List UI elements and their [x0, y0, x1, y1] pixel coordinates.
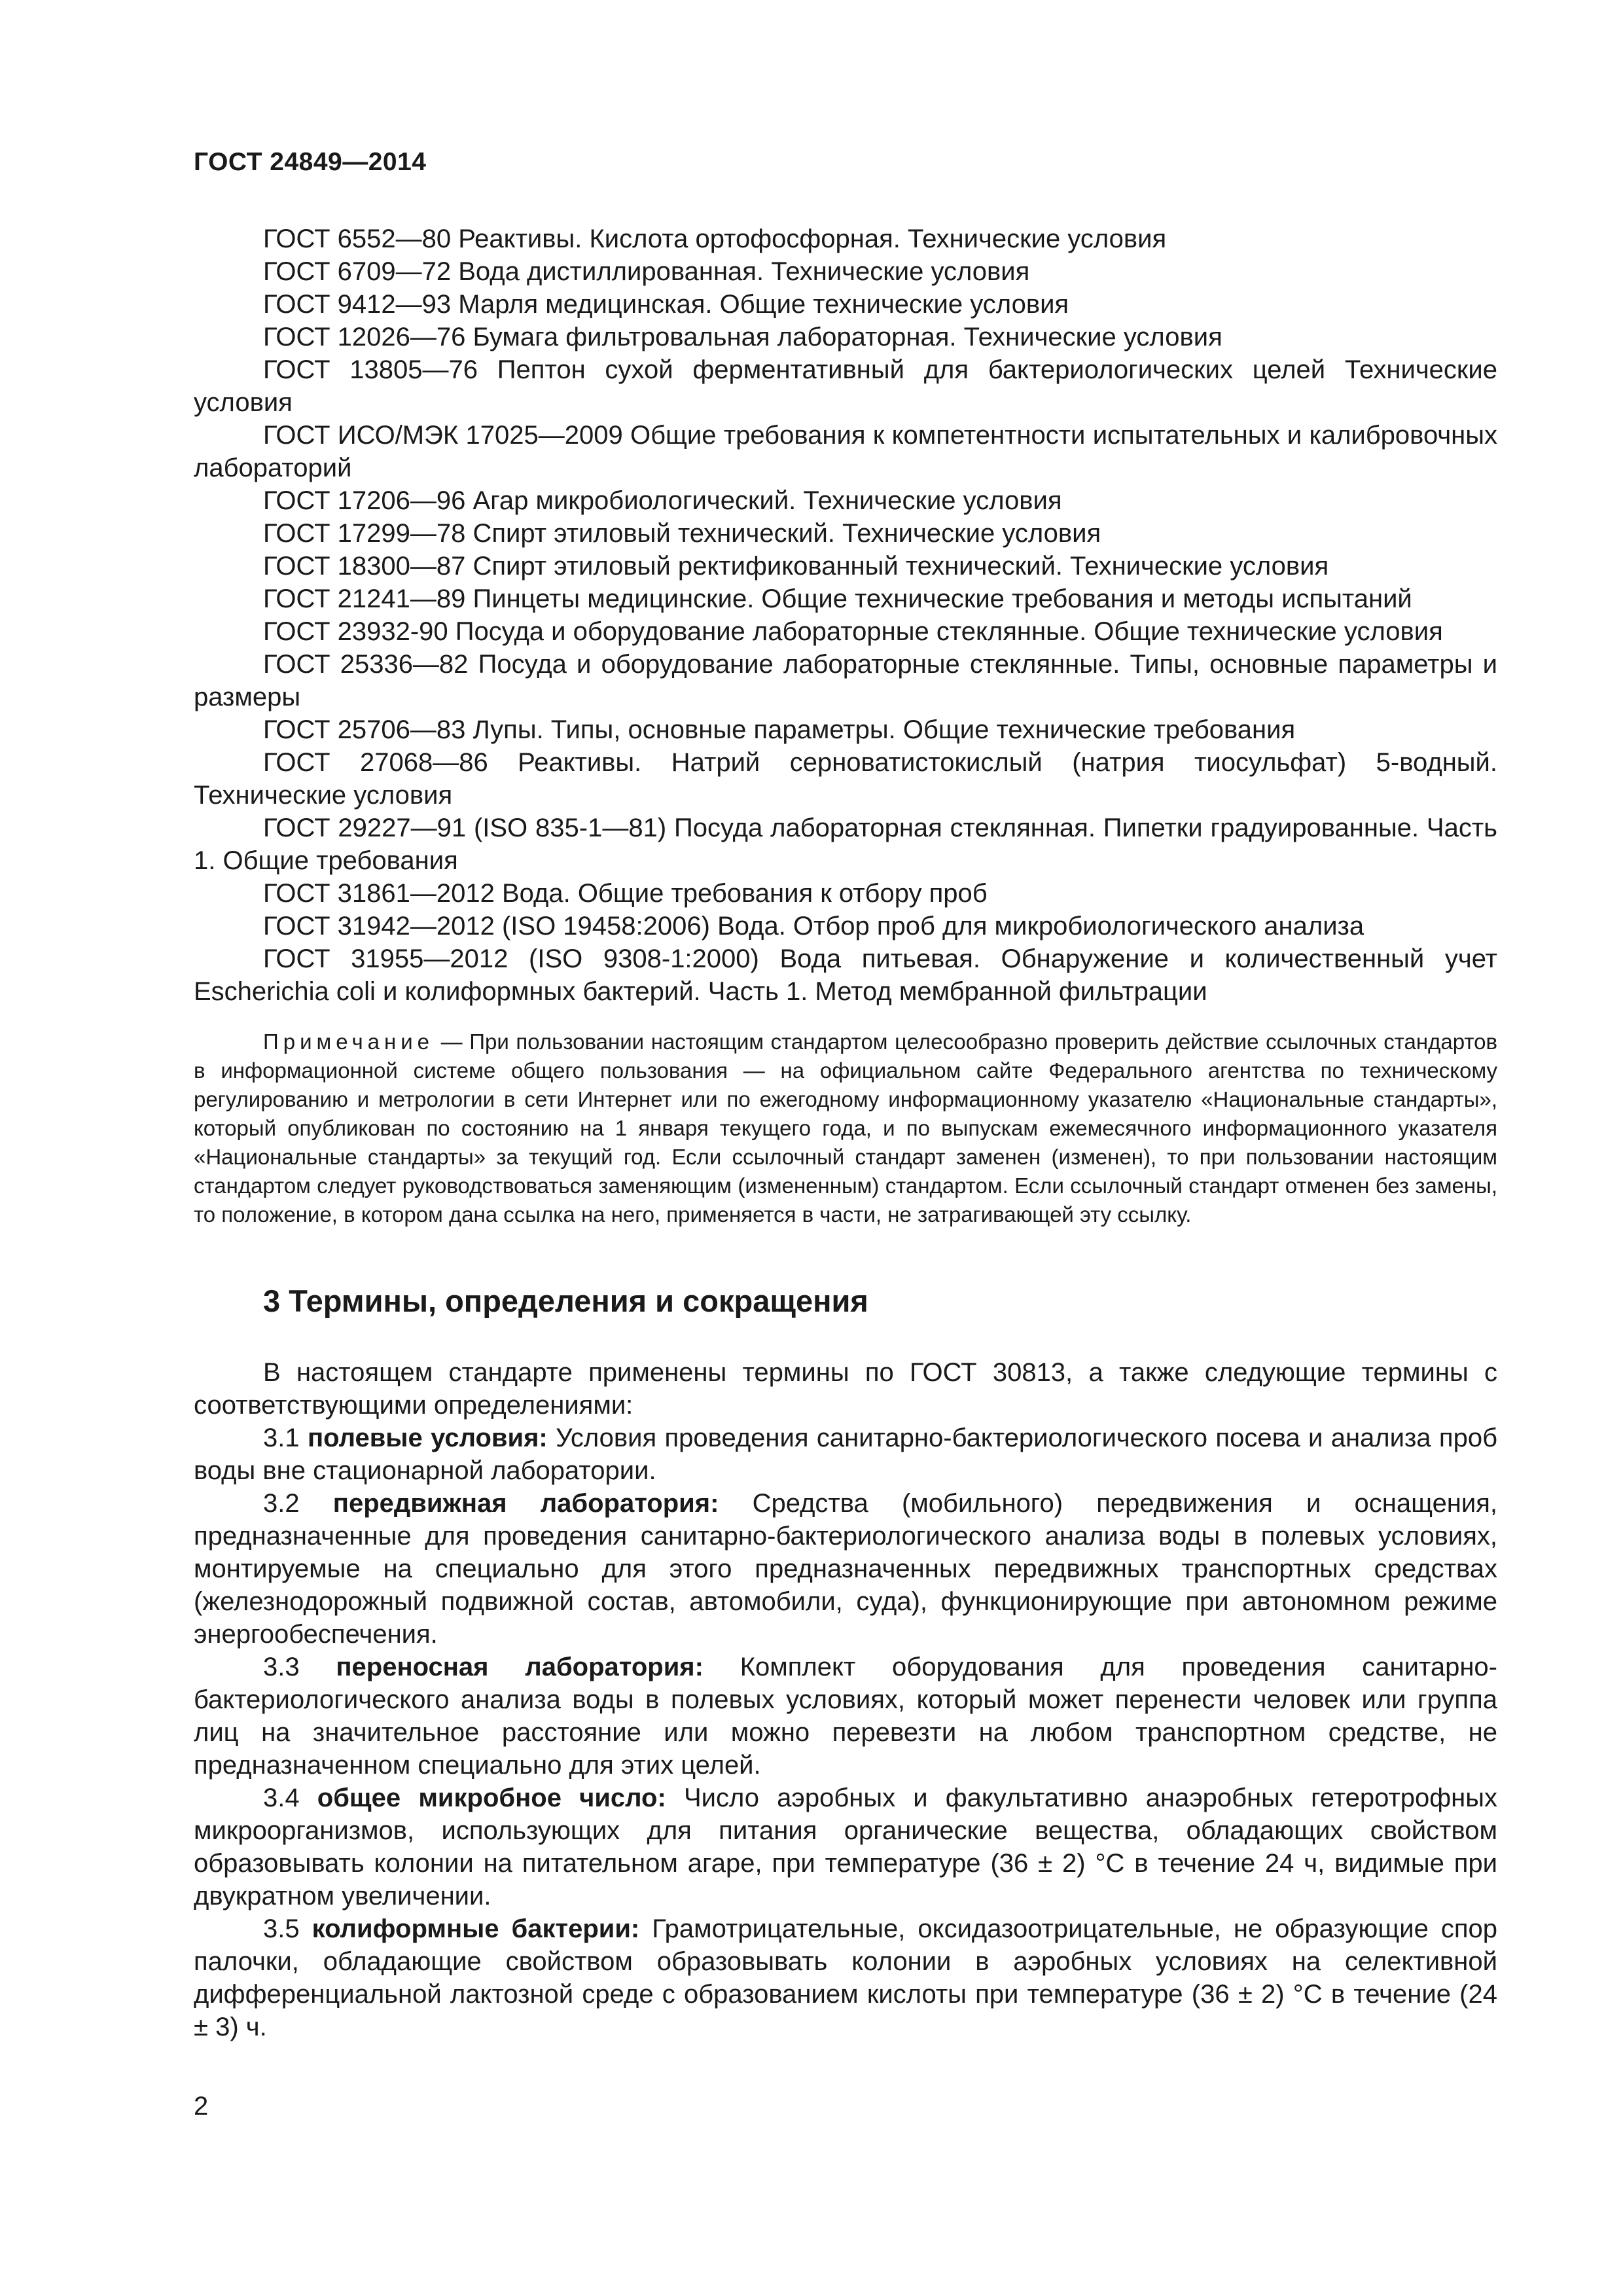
term-number: 3.1 [263, 1424, 308, 1452]
term-number: 3.5 [263, 1914, 312, 1943]
reference-item: ГОСТ 31942—2012 (ISO 19458:2006) Вода. Отбор проб для микробиологического анализа [263, 912, 1364, 941]
term-name: общее микробное число: [317, 1784, 666, 1812]
reference-item: ГОСТ ИСО/МЭК 17025—2009 Общие требования к компетентности испытательных и калибровочных лабораторий [194, 421, 1497, 482]
reference-item: ГОСТ 21241—89 Пинцеты медицинские. Общие технические требования и методы испытаний [263, 584, 1412, 613]
term-name: полевые условия: [307, 1424, 548, 1452]
reference-item: ГОСТ 12026—76 Бумага фильтровальная лабораторная. Технические условия [263, 323, 1222, 351]
term-definition: Условия проведения санитарно-бактериологического посева и анализа проб воды вне стационарной лаборатории. [194, 1424, 1497, 1485]
term-name: передвижная лаборатория: [332, 1489, 719, 1518]
terms-section [194, 1356, 1497, 2043]
note-paragraph [194, 1028, 1497, 1229]
term-definition: Число аэробных и факультативно анаэробных гетеротрофных микроорганизмов, использующих для питания органические вещества, обладающих свойством образовывать колонии на питательном агаре, при температуре (36 ± 2) °С в течение 24 ч, видимые при двукратном увеличении. [194, 1784, 1498, 1910]
reference-item: ГОСТ 17299—78 Спирт этиловый технический. Технические условия [263, 519, 1101, 548]
reference-item: ГОСТ 25336—82 Посуда и оборудование лабораторные стеклянные. Типы, основные параметры и размеры [194, 650, 1497, 711]
term-definition: Средства (мобильного) передвижения и оснащения, предназначенные для проведения санитарно-бактериологического анализа воды в полевых условиях, монтируемые на специально для этого предназначенных передвижных транспортных средствах (железнодорожный подвижной состав, автомобили, суда), функционирующие при автономном режиме энергообеспечения. [194, 1489, 1498, 1649]
term-name: колиформные бактерии: [312, 1914, 640, 1943]
note-text: — При пользовании настоящим стандартом целесообразно проверить действие ссылочных стандартов в информационной системе общего пользования — на официальном сайте Федерального агентства по техническому регулированию и метрологии в сети Интернет или по ежегодному информационному указателю «Национальные стандарты», который опубликован по состоянию на 1 января текущего года, и по выпускам ежемесячного информационного указателя «Национальные стандарты» за текущий год. Если ссылочный стандарт заменен (изменен), то при пользовании настоящим стандартом следует руководствоваться заменяющим (измененным) стандартом. Если ссылочный стандарт отменен без замены, то положение, в котором дана ссылка на него, применяется в части, не затрагивающей эту ссылку. [194, 1030, 1497, 1227]
term-number: 3.3 [263, 1653, 336, 1681]
term-definition: Грамотрицательные, оксидазоотрицательные, не образующие спор палочки, обладающие свойством образовывать колонии в аэробных условиях на селективной дифференциальной лактозной среде с образованием кислоты при температуре (36 ± 2) °С в течение (24 ± 3) ч. [194, 1914, 1497, 2041]
page-number: 2 [194, 2092, 209, 2121]
reference-item: ГОСТ 18300—87 Спирт этиловый ректификованный технический. Технические условия [263, 552, 1329, 581]
note-label: Примечание [263, 1030, 435, 1054]
reference-item: ГОСТ 25706—83 Лупы. Типы, основные параметры. Общие технические требования [263, 715, 1296, 744]
document-header: ГОСТ 24849—2014 [194, 148, 427, 176]
term-item [194, 1912, 1497, 2043]
term-item [194, 1422, 1497, 1487]
term-item [194, 1651, 1497, 1782]
reference-item: ГОСТ 6552—80 Реактивы. Кислота ортофосфорная. Технические условия [263, 224, 1167, 253]
reference-item: ГОСТ 13805—76 Пептон сухой ферментативный для бактериологических целей Технические условия [194, 355, 1497, 417]
term-definition: Комплект оборудования для проведения санитарно-бактериологического анализа воды в полевых условиях, который может перенести человек или группа лиц на значительное расстояние или можно перевезти на любом транспортном средстве, не предназначенном специально для этих целей. [194, 1653, 1497, 1780]
intro-paragraph: В настоящем стандарте применены термины по ГОСТ 30813, а также следующие термины с соответствующими определениями: [194, 1358, 1497, 1420]
reference-item: ГОСТ 23932-90 Посуда и оборудование лабораторные стеклянные. Общие технические условия [263, 617, 1443, 646]
reference-item: ГОСТ 29227—91 (ISO 835-1—81) Посуда лабораторная стеклянная. Пипетки градуированные. Часть 1. Общие требования [194, 814, 1497, 875]
term-number: 3.4 [263, 1784, 317, 1812]
reference-item: ГОСТ 27068—86 Реактивы. Натрий серноватистокислый (натрия тиосульфат) 5-водный. Технические условия [194, 748, 1497, 810]
normative-references-list [194, 223, 1497, 1008]
reference-item: ГОСТ 31861—2012 Вода. Общие требования к отбору проб [263, 879, 988, 908]
term-item [194, 1782, 1497, 1912]
term-number: 3.2 [263, 1489, 333, 1518]
reference-item: ГОСТ 17206—96 Агар микробиологический. Технические условия [263, 486, 1062, 515]
section-heading: 3 Термины, определения и сокращения [263, 1283, 868, 1318]
term-item [194, 1487, 1497, 1651]
reference-item: ГОСТ 9412—93 Марля медицинская. Общие технические условия [263, 290, 1069, 319]
reference-item: ГОСТ 31955—2012 (ISO 9308-1:2000) Вода питьевая. Обнаружение и количественный учет Escherichia coli и колиформных бактерий. Часть 1. Метод мембранной фильтрации [194, 944, 1497, 1006]
reference-item: ГОСТ 6709—72 Вода дистиллированная. Технические условия [263, 257, 1030, 286]
term-name: переносная лаборатория: [336, 1653, 704, 1681]
